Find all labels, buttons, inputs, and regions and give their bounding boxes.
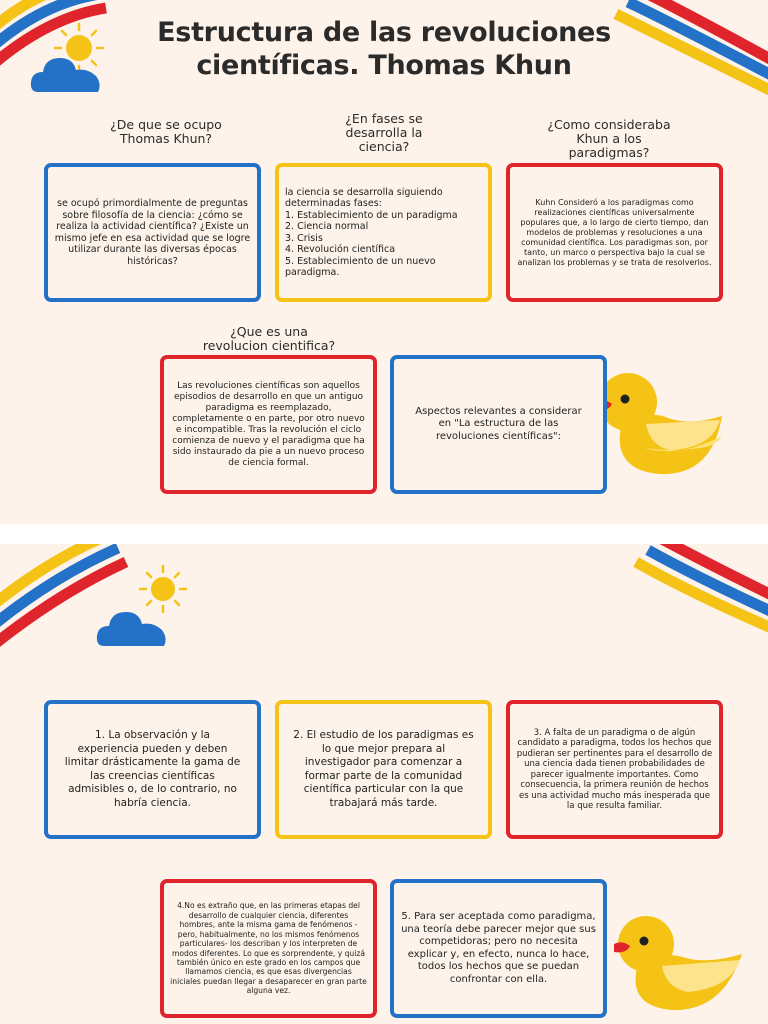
question-heading-fases: ¿En fases se desarrolla la ciencia?: [345, 111, 423, 154]
answer-text-fases: [285, 187, 482, 279]
question-heading-paradigmas: ¿Como consideraba Khun a los paradigmas?: [547, 117, 671, 160]
list-item: 1. Establecimiento de un paradigma: [285, 209, 458, 221]
list-item: 4. Revolución científica: [285, 244, 396, 255]
list-item: 3. Crisis: [285, 232, 323, 244]
list-item: 2. Ciencia normal: [285, 221, 369, 232]
aspect-text-1: 1. La observación y la experiencia pueden y deben limitar drásticamente la gama de las creencias científicas admisibles o, de lo contrario, no habría ciencia.: [64, 729, 241, 809]
infographic-page-2: [0, 544, 768, 1024]
answer-box-paradigmas: [506, 163, 723, 302]
aspect-text-5: 5. Para ser aceptada como paradigma, una teoría debe parecer mejor que sus competidoras; pero no necesita explicar y, en efecto, nunca lo hace, todos los hechos que se puedan confrontar con ella.: [401, 911, 596, 985]
aspect-box-5: [390, 879, 607, 1018]
question-heading-revolucion: ¿Que es una revolucion cientifica?: [202, 324, 336, 353]
fases-intro: la ciencia se desarrolla siguiendo determinadas fases:: [285, 186, 443, 209]
answer-box-khun: [44, 163, 261, 302]
answer-box-revolucion: [160, 355, 377, 494]
rainbow-stripes-icon: [636, 544, 768, 636]
aspect-box-1: [44, 700, 261, 839]
rubber-duck-icon: [596, 373, 722, 474]
aspect-box-2: [275, 700, 492, 839]
aspect-box-3: [506, 700, 723, 839]
aspects-text: Aspectos relevantes a considerar en "La estructura de las revoluciones científicas":: [415, 405, 582, 442]
answer-text-revolucion: Las revoluciones científicas son aquellos episodios de desarrollo en que un antiguo paradigma es reemplazado, completamente o en parte, por otro nuevo e incompatible. Tras la revolución el ciclo comienza de nuevo y el paradigma que ha sido instaurado da pie a un nuevo proceso de ciencia formal.: [172, 380, 365, 468]
aspect-text-4: 4.No es extraño que, en las primeras etapas del desarrollo de cualquier ciencia, diferentes hombres, ante la misma gama de fenómenos - pero, habitualmente, no los mismos fenómenos particulares- los describan y los interpreten de modos diferentes. Lo que es sorprendente, y quizá también único en este grado en los campos que llamamos ciencia, es que esas divergencias iniciales puedan llegar a desaparecer en gran parte alguna vez.: [170, 901, 367, 996]
aspect-text-2: 2. El estudio de los paradigmas es lo que mejor prepara al investigador para comenzar a formar parte de la comunidad científica particular con la que trabajará más tarde.: [293, 729, 474, 809]
cloud-sun-icon: [97, 566, 186, 646]
question-heading-khun: ¿De que se ocupo Thomas Khun?: [110, 117, 222, 146]
answer-box-fases: [275, 163, 492, 302]
answer-text-paradigmas: Kuhn Consideró a los paradigmas como realizaciones científicas universalmente populares que, a lo largo de cierto tiempo, dan modelos de problemas y resoluciones a una comunidad científica. Los paradigmas son, por tanto, un marco o perspectiva bajo la cual se analizan los problemas y se trata de resolverlos.: [517, 197, 712, 267]
aspect-box-4: [160, 879, 377, 1018]
page-title: Estructura de las revoluciones científicas. Thomas Khun: [157, 17, 611, 81]
list-item: 5. Establecimiento de un nuevo paradigma.: [285, 255, 436, 278]
answer-text-khun: se ocupó primordialmente de preguntas sobre filosofía de la ciencia: ¿cómo se realiza la actividad científica? ¿Existe un mismo jefe en esa actividad que se logre utilizar durante las diversas épocas históricas?: [54, 198, 251, 267]
fases-list: [285, 210, 482, 279]
aspect-text-3: 3. A falta de un paradigma o de algún candidato a paradigma, todos los hechos que pudieran ser pertinentes para el desarrollo de una ciencia dada tienen probabilidades de parecer igualmente importantes. Como consecuencia, la primera reunión de hechos es una actividad mucho más inesperada que la que resulta familiar.: [516, 727, 713, 811]
aspects-box: [390, 355, 607, 494]
rubber-duck-icon: [614, 916, 742, 1010]
